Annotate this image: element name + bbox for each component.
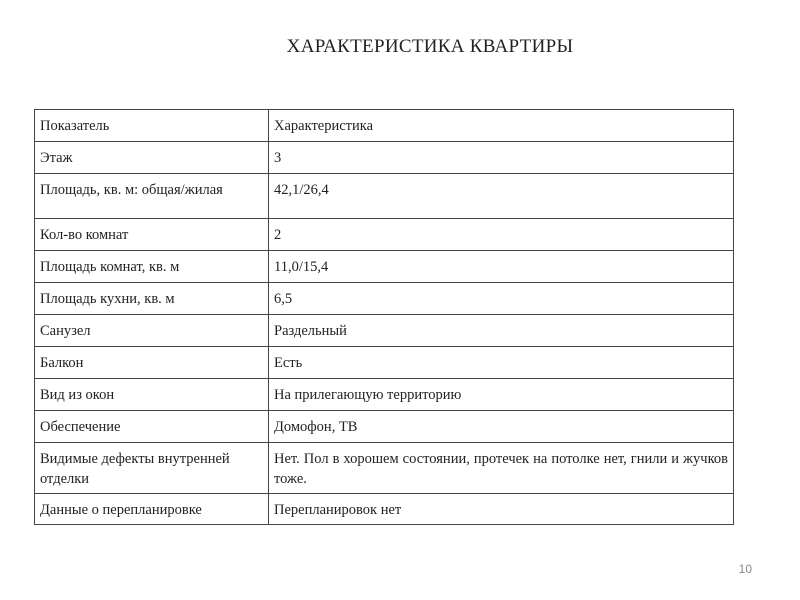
row-label: Данные о перепланировке <box>35 494 269 525</box>
row-value: 11,0/15,4 <box>269 251 734 283</box>
table-header-row <box>35 110 734 142</box>
row-value: 2 <box>269 219 734 251</box>
row-label: Площадь комнат, кв. м <box>35 251 269 283</box>
row-label: Видимые дефекты внутренней отделки <box>35 443 269 494</box>
row-label: Этаж <box>35 142 269 174</box>
row-value: 42,1/26,4 <box>269 174 734 219</box>
table-row <box>35 142 734 174</box>
row-label: Вид из окон <box>35 379 269 411</box>
table-row <box>35 283 734 315</box>
row-value: 6,5 <box>269 283 734 315</box>
row-value: На прилегающую территорию <box>269 379 734 411</box>
row-label: Обеспечение <box>35 411 269 443</box>
table-row <box>35 347 734 379</box>
row-label: Санузел <box>35 315 269 347</box>
table-row <box>35 411 734 443</box>
header-cell: Показатель <box>35 110 269 142</box>
row-label: Площадь, кв. м: общая/жилая <box>35 174 269 219</box>
row-label: Балкон <box>35 347 269 379</box>
table-row <box>35 315 734 347</box>
row-label: Кол-во комнат <box>35 219 269 251</box>
row-value: Есть <box>269 347 734 379</box>
table-row <box>35 219 734 251</box>
table-row <box>35 174 734 219</box>
header-cell: Характеристика <box>269 110 734 142</box>
row-value: Перепланировок нет <box>269 494 734 525</box>
table-row <box>35 494 734 525</box>
apartment-characteristics-table <box>34 109 734 525</box>
row-value: Нет. Пол в хорошем состоянии, протечек на потолке нет, гнили и жучков тоже. <box>269 443 734 494</box>
row-value: Раздельный <box>269 315 734 347</box>
page-number: 10 <box>738 562 752 576</box>
page-title: ХАРАКТЕРИСТИКА КВАРТИРЫ <box>286 36 574 57</box>
table-row <box>35 251 734 283</box>
row-label: Площадь кухни, кв. м <box>35 283 269 315</box>
row-value: Домофон, ТВ <box>269 411 734 443</box>
table-row <box>35 443 734 494</box>
table-row <box>35 379 734 411</box>
row-value: 3 <box>269 142 734 174</box>
